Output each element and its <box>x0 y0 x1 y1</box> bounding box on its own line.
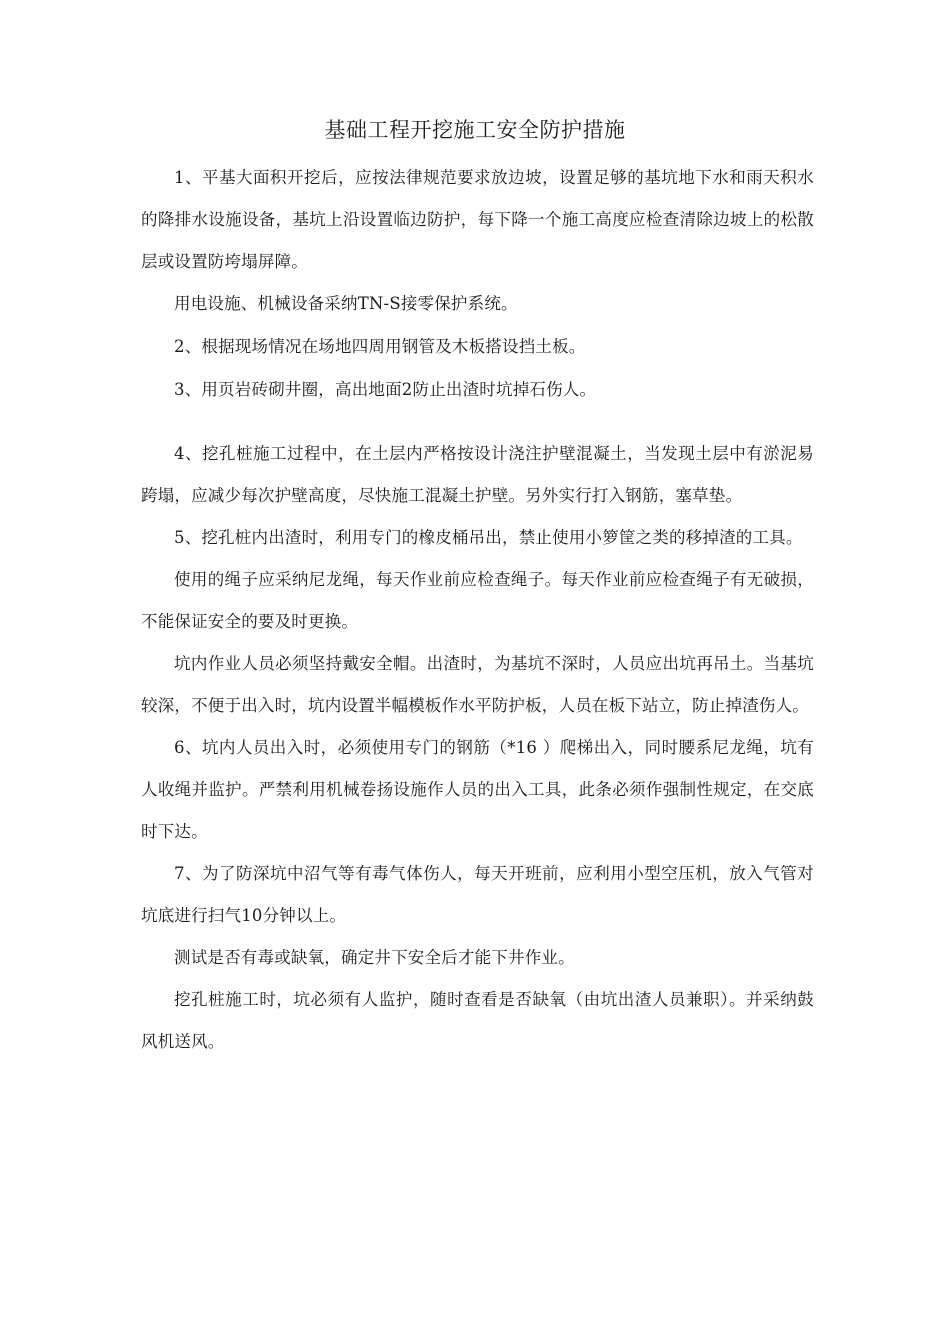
paragraph-6: 6、坑内人员出入时，必须使用专门的钢筋（*16 ）爬梯出入，同时腰系尼龙绳，坑有人收绳并监护。严禁利用机械卷扬设施作人员的出入工具，此条必须作强制性规定，在交底时下达。 <box>141 738 814 841</box>
paragraph-helmet: 坑内作业人员必须坚持戴安全帽。出渣时，为基坑不深时，人员应出坑再吊土。当基坑较深，不便于出入时，坑内设置半幅模板作水平防护板，人员在板下站立，防止掉渣伤人。 <box>141 654 814 715</box>
paragraph-rope: 使用的绳子应采纳尼龙绳，每天作业前应检查绳子。每天作业前应检查绳子有无破损，不能保证安全的要及时更换。 <box>141 570 814 631</box>
paragraph-1: 1、平基大面积开挖后，应按法律规范要求放边坡，设置足够的基坑地下水和雨天积水的降排水设施设备，基坑上沿设置临边防护，每下降一个施工高度应检查清除边坡上的松散层或设置防垮塌屏障。 <box>141 168 814 271</box>
paragraph-monitor: 挖孔桩施工时，坑必须有人监护，随时查看是否缺氧（由坑出渣人员兼职）。并采纳鼓风机送风。 <box>141 990 814 1051</box>
paragraph-2: 2、根据现场情况在场地四周用钢管及木板搭设挡土板。 <box>174 337 586 356</box>
paragraph-7: 7、为了防深坑中沼气等有毒气体伤人，每天开班前，应利用小型空压机，放入气管对坑底进行扫气10分钟以上。 <box>141 864 814 925</box>
paragraph-3: 3、用页岩砖砌井圈，高出地面2防止出渣时坑掉石伤人。 <box>174 380 597 399</box>
paragraph-4: 4、挖孔桩施工过程中，在土层内严格按设计浇注护壁混凝土，当发现土层中有淤泥易跨塌，应减少每次护壁高度，尽快施工混凝土护壁。另外实行打入钢筋，塞草垫。 <box>141 444 814 505</box>
document-title: 基础工程开挖施工安全防护措施 <box>324 118 626 142</box>
paragraph-test: 测试是否有毒或缺氧，确定井下安全后才能下井作业。 <box>174 948 575 967</box>
document-body <box>141 157 814 1063</box>
paragraph-power-system: 用电设施、机械设备采纳TN-S接零保护系统。 <box>174 294 518 313</box>
paragraph-5: 5、挖孔桩内出渣时，利用专门的橡皮桶吊出，禁止使用小箩筐之类的移掉渣的工具。 <box>174 528 803 547</box>
